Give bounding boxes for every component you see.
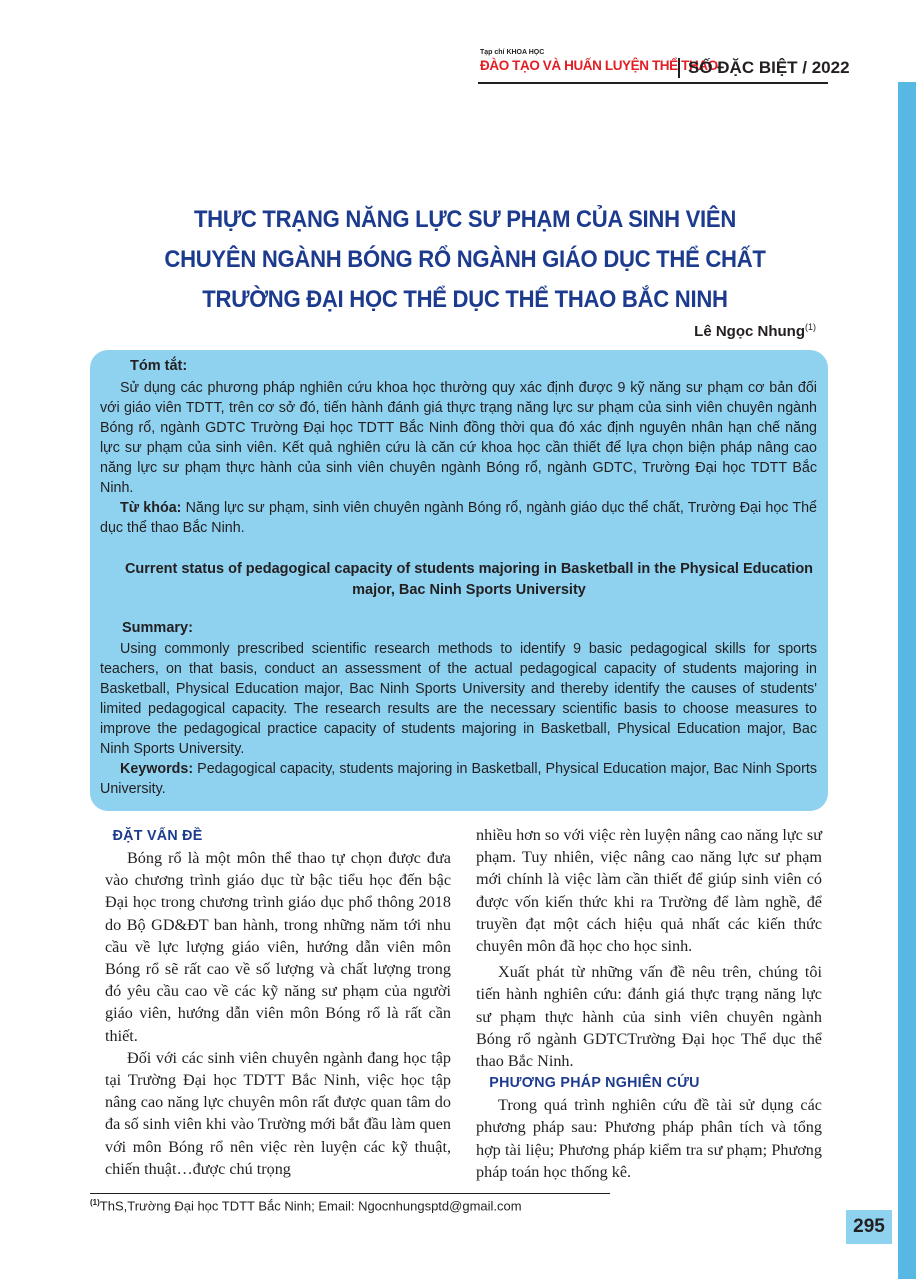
abstract-vi-text: Sử dụng các phương pháp nghiên cứu khoa học thường quy xác định được 9 kỹ năng sư phạm cơ bản đối với giáo viên TDTT, trên cơ sở đó, tiến hành đánh giá thực trạng năng lực sư phạm của sinh viên chuyên ngành Bóng rổ, ngành GDTC Trường Đại học TDTT Bắc Ninh đồng thời qua đó xác định nguyên nhân hạn chế năng lực sư phạm của sinh viên. Kết quả nghiên cứu là căn cứ khoa học cần thiết để lựa chọn biện pháp nâng cao năng lực sư phạm thực hành của sinh viên chuyên ngành Bóng rổ, ngành GDTC, Trường Đại học TDTT Bắc Ninh. — [100, 380, 817, 496]
issue-label: SỐ ĐẶC BIỆT / 2022 — [678, 58, 850, 78]
abstract-vi — [100, 378, 817, 538]
keywords-vi-text: Năng lực sư phạm, sinh viên chuyên ngành Bóng rổ, ngành giáo dục thể chất, Trường Đại học Thể dục thể thao Bắc Ninh. — [100, 500, 817, 536]
intro-paragraph-1: Bóng rổ là một môn thể thao tự chọn được đưa vào chương trình giáo dục từ bậc tiểu học đến bậc Đại học trong chương trình giáo dục phổ thông 2018 do Bộ GD&ĐT ban hành, trong những năm tới nhu cầu về lực lượng giáo viên, hướng dẫn viên môn Bóng rổ sẽ rất cao về số lượng và chất lượng trong đó yêu cầu cao về các kỹ năng sư phạm của người giáo viên, hướng dẫn viên môn Bóng rổ là rất cần thiết. — [105, 849, 451, 1045]
abstract-en-keywords — [100, 759, 817, 799]
section-heading-intro: ĐẶT VẤN ĐỀ — [112, 827, 203, 844]
right-column — [476, 824, 822, 1183]
english-title: Current status of pedagogical capacity of students majoring in Basketball in the Physical Education major, Bac Ninh Sports University — [124, 561, 814, 598]
footnote-text: ThS,Trường Đại học TDTT Bắc Ninh; Email: Ngocnhungsptd@gmail.com — [99, 1198, 522, 1214]
author-name: Lê Ngọc Nhung — [694, 323, 805, 340]
abstract-en — [100, 639, 817, 799]
footnote-divider — [90, 1193, 610, 1194]
methods-paragraph-1: Trong quá trình nghiên cứu đề tài sử dụng các phương pháp sau: Phương pháp phân tích và tổng hợp tài liệu; Phương pháp kiểm tra sư phạm; Phương pháp toán học thống kê. — [476, 1096, 822, 1181]
intro-paragraph-2-continued: nhiều hơn so với việc rèn luyện nâng cao năng lực sư phạm. Tuy nhiên, việc nâng cao năng lực sư phạm mới chính là việc làm cần thiết để giúp sinh viên có được vốn kiến thức khi ra Trường để làm nghề, để truyền đạt một cách hiệu quả nhất các kiến thức chuyên môn đã học cho học sinh. — [476, 826, 822, 956]
author-note-marker: (1) — [805, 322, 816, 332]
footnote-marker: (1) — [90, 1198, 100, 1207]
journal-name: ĐÀO TẠO VÀ HUẤN LUYỆN THỂ THAO — [480, 58, 718, 73]
article-title — [129, 200, 801, 320]
header-divider — [478, 82, 828, 84]
keywords-en-label: Keywords: — [120, 761, 194, 777]
page-number: 295 — [846, 1210, 892, 1244]
footnote — [90, 1198, 522, 1213]
title-line-3: TRƯỜNG ĐẠI HỌC THỂ DỤC THỂ THAO BẮC NINH — [202, 286, 728, 313]
keywords-vi-label: Từ khóa: — [120, 500, 182, 516]
abstract-vi-keywords — [100, 498, 817, 538]
abstract-vi-label: Tóm tắt: — [130, 358, 188, 374]
keywords-en-text: Pedagogical capacity, students majoring in Basketball, Physical Education major, Bac Ninh Sports University. — [100, 761, 817, 797]
intro-paragraph-3: Xuất phát từ những vấn đề nêu trên, chúng tôi tiến hành nghiên cứu: đánh giá thực trạng năng lực sư phạm thực hành của sinh viên chuyên ngành Bóng rổ ngành GDTCTrường Đại học Thể dục thể thao Bắc Ninh. — [476, 963, 822, 1071]
journal-small-label: Tạp chí KHOA HỌC — [480, 49, 545, 56]
side-accent-bar — [898, 82, 916, 1279]
left-column — [105, 825, 451, 1180]
author — [694, 322, 816, 340]
abstract-en-label: Summary: — [122, 620, 193, 636]
section-heading-methods: PHƯƠNG PHÁP NGHIÊN CỨU — [489, 1074, 700, 1092]
title-line-2: CHUYÊN NGÀNH BÓNG RỔ NGÀNH GIÁO DỤC THỂ CHẤT — [164, 246, 766, 273]
title-line-1: THỰC TRẠNG NĂNG LỰC SƯ PHẠM CỦA SINH VIÊN — [193, 206, 737, 233]
intro-paragraph-2: Đối với các sinh viên chuyên ngành đang học tập tại Trường Đại học TDTT Bắc Ninh, việc học tập nâng cao năng lực chuyên môn rất được quan tâm do đa số sinh viên khi vào Trường mới bắt đầu làm quen với môn Bóng rổ nên việc rèn luyện các kỹ thuật, chiến thuật…được chú trọng — [105, 1048, 451, 1178]
abstract-en-text: Using commonly prescribed scientific research methods to identify 9 basic pedagogical skills for sports teachers, on that basis, conduct an assessment of the actual pedagogical capacity of students majoring in Basketball, Physical Education major, Bac Ninh Sports University and thereby identify the causes of students' limited pedagogical capacity. The research results are the necessary scientific basis to choose measures to improve the pedagogical practice capacity of students majoring in Basketball, Physical Education major, Bac Ninh Sports University. — [100, 641, 817, 757]
